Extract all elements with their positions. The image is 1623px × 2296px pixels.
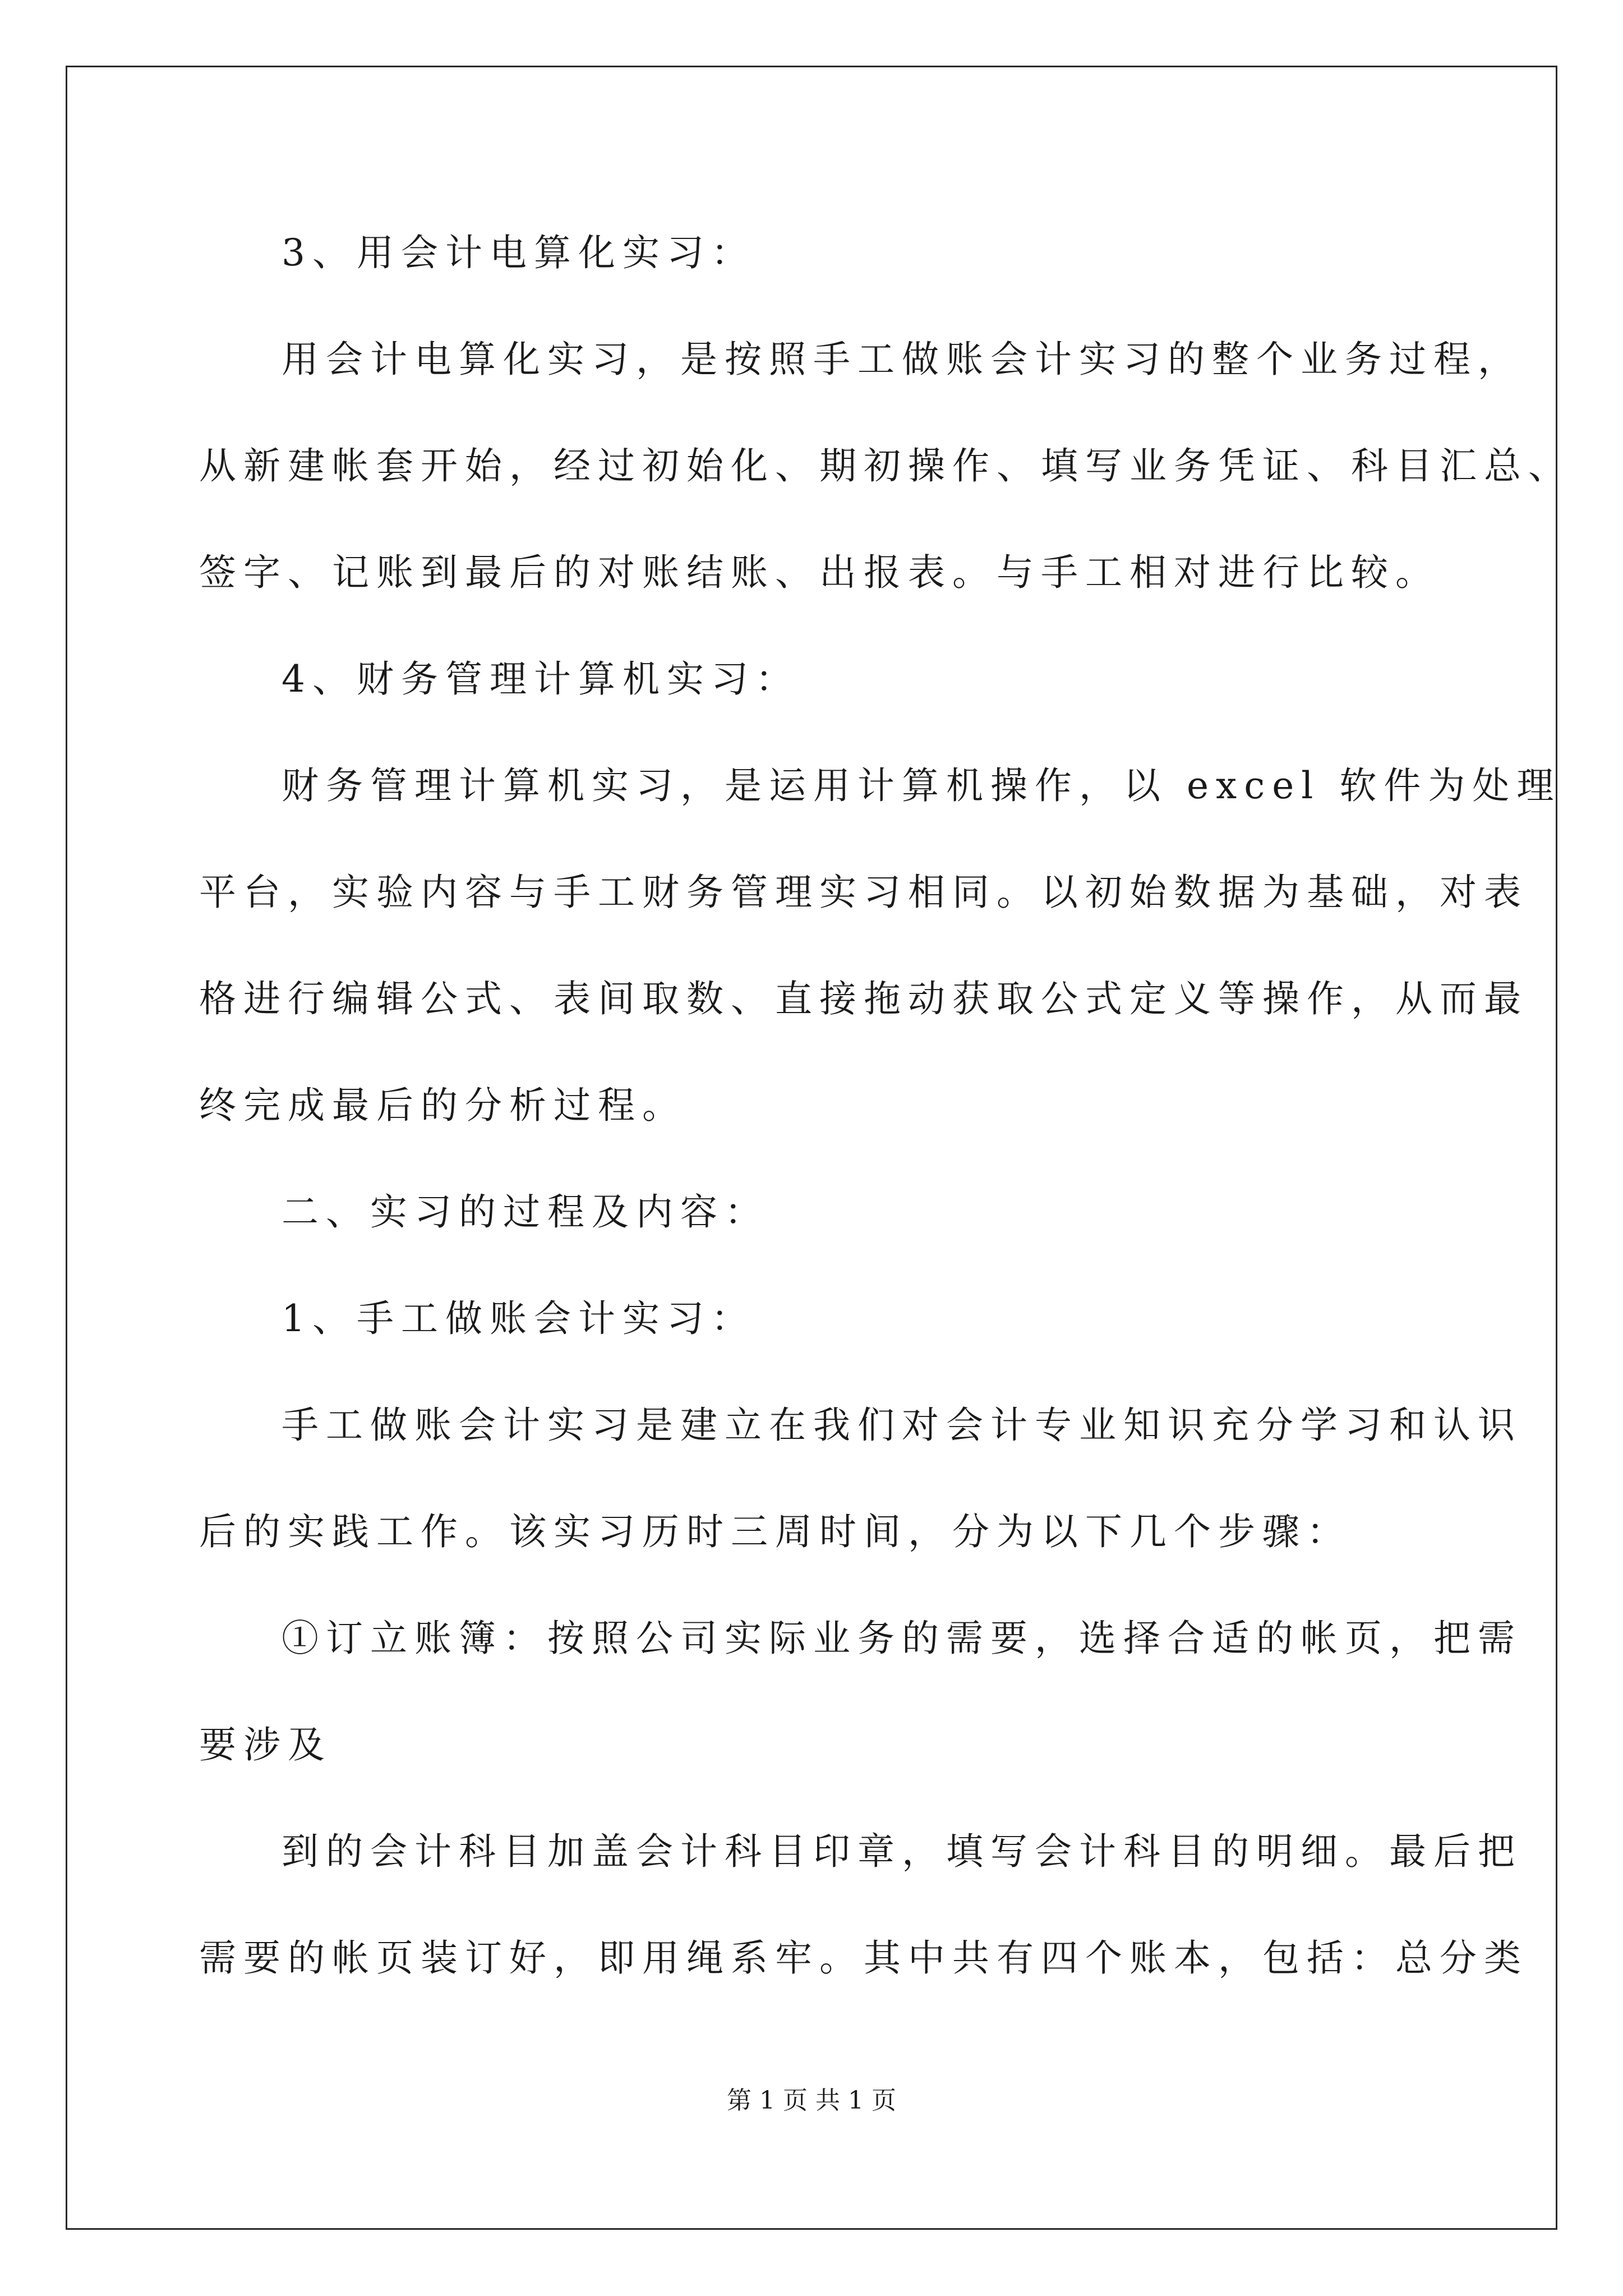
paragraph-line: 手工做账会计实习是建立在我们对会计专业知识充分学习和认识 — [282, 1404, 1522, 1447]
paragraph-line: 从新建帐套开始，经过初始化、期初操作、填写业务凭证、科目汇总、 — [199, 444, 1573, 487]
paragraph-line: 终完成最后的分析过程。 — [199, 1084, 686, 1127]
heading-accounting-computerization: 3、用会计电算化实习： — [282, 231, 755, 274]
section-heading-process: 二、实习的过程及内容： — [282, 1190, 769, 1234]
heading-manual-accounting: 1、手工做账会计实习： — [282, 1297, 755, 1340]
page-number-footer: 第 1 页 共 1 页 — [727, 2086, 896, 2115]
paragraph-line: 平台，实验内容与手工财务管理实习相同。以初始数据为基础，对表 — [199, 871, 1528, 914]
page-border — [66, 66, 1557, 2230]
paragraph-line: 格进行编辑公式、表间取数、直接拖动获取公式定义等操作，从而最 — [199, 977, 1528, 1020]
paragraph-line: 财务管理计算机实习，是运用计算机操作，以 excel 软件为处理 — [282, 764, 1561, 807]
paragraph-line: 要涉及 — [199, 1723, 332, 1766]
paragraph-line: 需要的帐页装订好，即用绳系牢。其中共有四个账本，包括：总分类 — [199, 1936, 1528, 1980]
paragraph-line: 签字、记账到最后的对账结账、出报表。与手工相对进行比较。 — [199, 551, 1440, 594]
paragraph-line: 后的实践工作。该实习历时三周时间，分为以下几个步骤： — [199, 1510, 1351, 1553]
paragraph-line: 用会计电算化实习，是按照手工做账会计实习的整个业务过程， — [282, 338, 1522, 381]
paragraph-line: ①订立账簿：按照公司实际业务的需要，选择合适的帐页，把需 — [282, 1617, 1522, 1660]
paragraph-line: 到的会计科目加盖会计科目印章，填写会计科目的明细。最后把 — [282, 1830, 1522, 1873]
heading-finance-computer: 4、财务管理计算机实习： — [282, 657, 800, 701]
